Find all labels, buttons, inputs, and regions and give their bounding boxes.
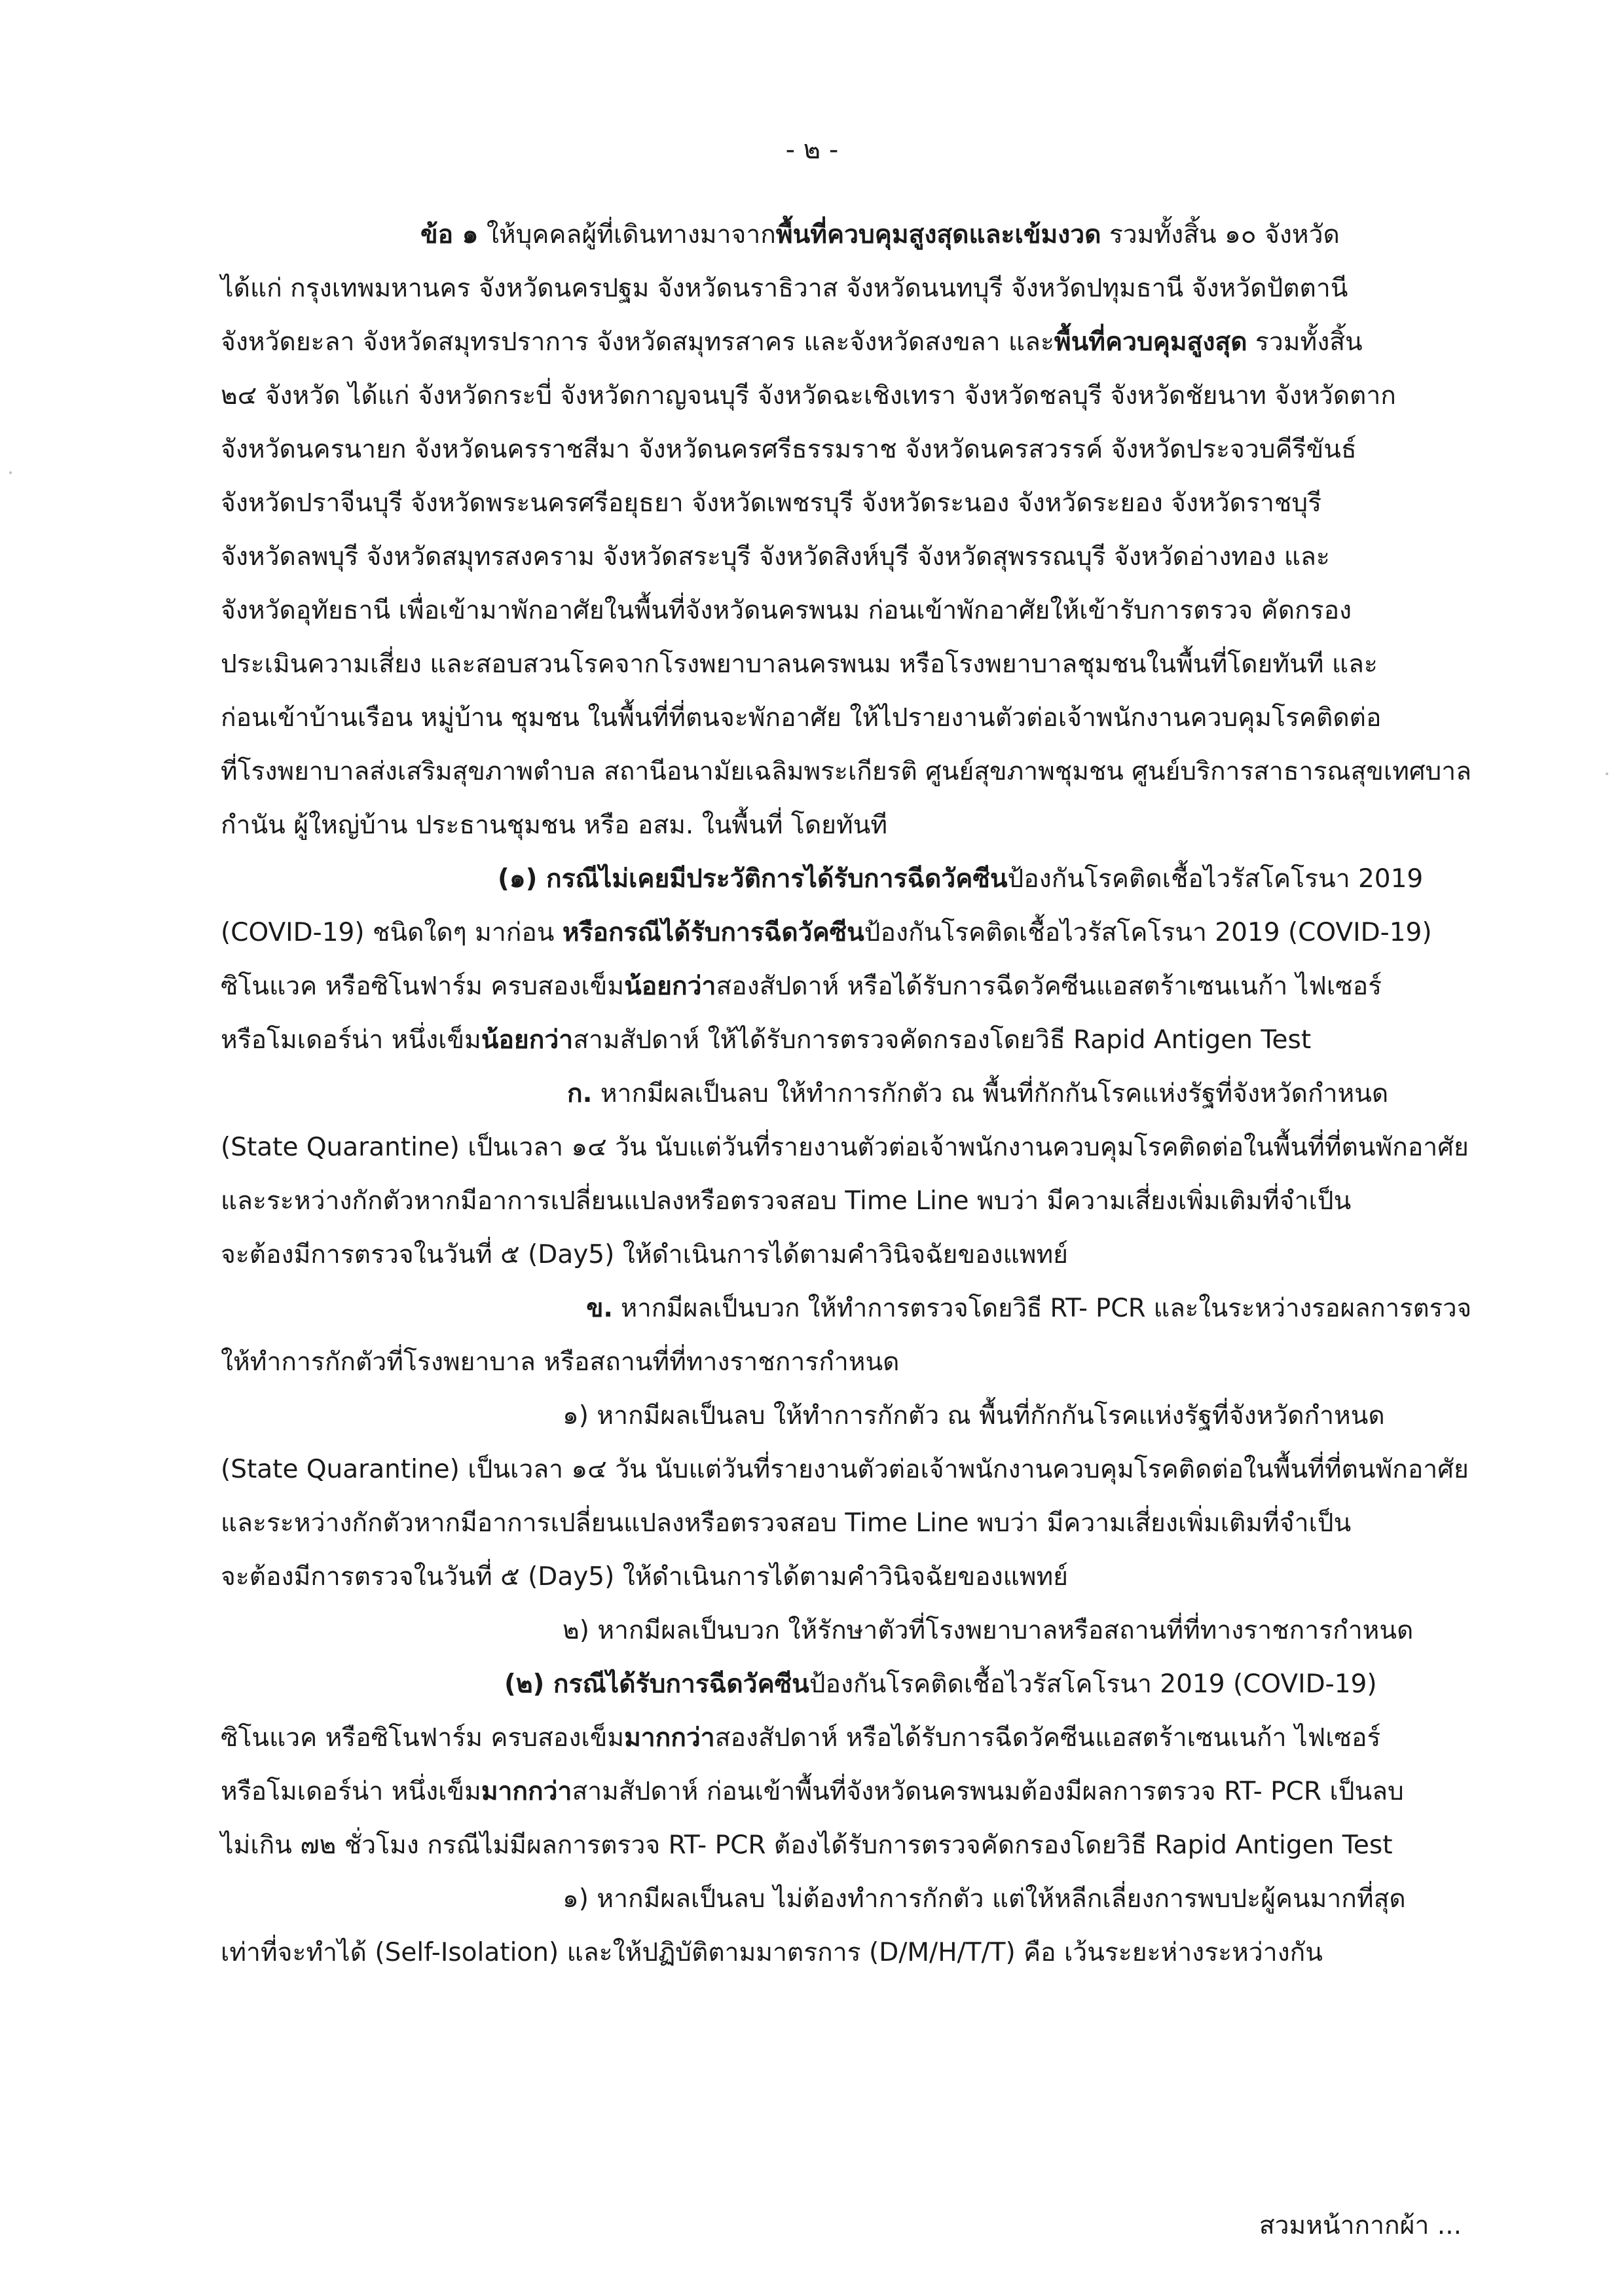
sub-sub-item-1: ๑) หากมีผลเป็นลบ ให้ทำการกักตัว ณ พื้นที่กักกันโรคแห่งรัฐที่จังหวัดกำหนด xyxy=(563,1401,1385,1430)
paragraph-line: (COVID-19) ชนิดใดๆ มาก่อน หรือกรณีได้รับการฉีดวัคซีนป้องกันโรคติดเชื้อไวรัสโคโรนา 2019 (COVID-19) xyxy=(221,918,1432,947)
paragraph-line: (State Quarantine) เป็นเวลา ๑๔ วัน นับแต่วันที่รายงานตัวต่อเจ้าพนักงานควบคุมโรคติดต่อในพื้นที่ที่ตนพักอาศัย xyxy=(221,1133,1469,1162)
emphasis-text: (๑) กรณีไม่เคยมีประวัติการได้รับการฉีดวัคซีน xyxy=(498,864,1008,894)
sub-item-label: ก. xyxy=(567,1079,593,1108)
paragraph-line: และระหว่างกักตัวหากมีอาการเปลี่ยนแปลงหรือตรวจสอบ Time Line พบว่า มีความเสี่ยงเพิ่มเติมที่จำเป็น xyxy=(221,1186,1352,1216)
emphasis-text: น้อยกว่า xyxy=(481,1025,574,1055)
sub-item-a: ก. หากมีผลเป็นลบ ให้ทำการกักตัว ณ พื้นที่กักกันโรคแห่งรัฐที่จังหวัดกำหนด xyxy=(567,1079,1389,1108)
document-body xyxy=(221,208,1471,1980)
clause-label: ข้อ ๑ xyxy=(420,220,479,249)
page-number: - ๒ - xyxy=(785,135,839,165)
paragraph-line: จะต้องมีการตรวจในวันที่ ๕ (Day5) ให้ดำเนินการได้ตามคำวินิจฉัยของแพทย์ xyxy=(221,1562,1069,1592)
paragraph-line: ซิโนแวค หรือซิโนฟาร์ม ครบสองเข็มน้อยกว่าสองสัปดาห์ หรือได้รับการฉีดวัคซีนแอสตร้าเซนเนก้า ไฟเซอร์ xyxy=(221,972,1382,1001)
paragraph-line: เท่าที่จะทำได้ (Self-Isolation) และให้ปฏิบัติตามมาตรการ (D/M/H/T/T) คือ เว้นระยะห่างระหว่างกัน xyxy=(221,1938,1323,1967)
emphasis-text: พื้นที่ควบคุมสูงสุด xyxy=(1054,327,1247,357)
paragraph-line: หรือโมเดอร์น่า หนึ่งเข็มน้อยกว่าสามสัปดาห์ ให้ได้รับการตรวจคัดกรองโดยวิธี Rapid Antigen Test xyxy=(221,1025,1312,1055)
case-1-heading: (๑) กรณีไม่เคยมีประวัติการได้รับการฉีดวัคซีนป้องกันโรคติดเชื้อไวรัสโคโรนา 2019 xyxy=(498,864,1424,894)
emphasis-text: (๒) กรณีได้รับการฉีดวัคซีน xyxy=(504,1669,809,1699)
paragraph-line: ได้แก่ กรุงเทพมหานคร จังหวัดนครปฐม จังหวัดนราธิวาส จังหวัดนนทบุรี จังหวัดปทุมธานี จังหวัดปัตตานี xyxy=(221,274,1348,303)
paragraph-line: ที่โรงพยาบาลส่งเสริมสุขภาพตำบล สถานีอนามัยเฉลิมพระเกียรติ ศูนย์สุขภาพชุมชน ศูนย์บริการสาธารณสุขเทศบาล xyxy=(221,757,1471,786)
sub-sub-item-2: ๒) หากมีผลเป็นบวก ให้รักษาตัวที่โรงพยาบาลหรือสถานที่ที่ทางราชการกำหนด xyxy=(563,1616,1414,1645)
paragraph-line: ก่อนเข้าบ้านเรือน หมู่บ้าน ชุมชน ในพื้นที่ที่ตนจะพักอาศัย ให้ไปรายงานตัวต่อเจ้าพนักงานควบคุมโรคติดต่อ xyxy=(221,703,1382,733)
sub-item-label: ข. xyxy=(586,1294,613,1323)
paragraph-line: ประเมินความเสี่ยง และสอบสวนโรคจากโรงพยาบาลนครพนม หรือโรงพยาบาลชุมชนในพื้นที่โดยทันที และ xyxy=(221,649,1378,679)
scan-speck xyxy=(1606,773,1608,775)
emphasis-text: มากกว่า xyxy=(481,1777,572,1806)
emphasis-text: น้อยกว่า xyxy=(624,972,716,1001)
paragraph-line: จังหวัดลพบุรี จังหวัดสมุทรสงคราม จังหวัดสระบุรี จังหวัดสิงห์บุรี จังหวัดสุพรรณบุรี จังหวัดอ่างทอง และ xyxy=(221,542,1330,572)
paragraph-line: จังหวัดอุทัยธานี เพื่อเข้ามาพักอาศัยในพื้นที่จังหวัดนครพนม ก่อนเข้าพักอาศัยให้เข้ารับการตรวจ คัดกรอง xyxy=(221,596,1352,625)
sub-sub-item-1: ๑) หากมีผลเป็นลบ ไม่ต้องทำการกักตัว แต่ให้หลีกเลี่ยงการพบปะผู้คนมากที่สุด xyxy=(563,1884,1406,1914)
case-2-heading: (๒) กรณีได้รับการฉีดวัคซีนป้องกันโรคติดเชื้อไวรัสโคโรนา 2019 (COVID-19) xyxy=(504,1669,1377,1699)
paragraph-line: ข้อ ๑ ให้บุคคลผู้ที่เดินทางมาจากพื้นที่ควบคุมสูงสุดและเข้มงวด รวมทั้งสิ้น ๑๐ จังหวัด xyxy=(420,220,1340,249)
paragraph-line: จังหวัดนครนายก จังหวัดนครราชสีมา จังหวัดนครศรีธรรมราช จังหวัดนครสวรรค์ จังหวัดประจวบคีรีขันธ์ xyxy=(221,435,1357,464)
paragraph-line: ๒๔ จังหวัด ได้แก่ จังหวัดกระบี่ จังหวัดกาญจนบุรี จังหวัดฉะเชิงเทรา จังหวัดชลบุรี จังหวัดชัยนาท จังหวัดตาก xyxy=(221,381,1396,410)
emphasis-text: มากกว่า xyxy=(624,1723,715,1753)
paragraph-line: และระหว่างกักตัวหากมีอาการเปลี่ยนแปลงหรือตรวจสอบ Time Line พบว่า มีความเสี่ยงเพิ่มเติมที่จำเป็น xyxy=(221,1508,1352,1538)
scan-speck xyxy=(9,471,12,474)
footer-continuation: สวมหน้ากากผ้า ... xyxy=(1259,2211,1462,2240)
sub-item-b: ข. หากมีผลเป็นบวก ให้ทำการตรวจโดยวิธี RT- PCR และในระหว่างรอผลการตรวจ xyxy=(586,1294,1472,1323)
paragraph-line: กำนัน ผู้ใหญ่บ้าน ประธานชุมชน หรือ อสม. ในพื้นที่ โดยทันที xyxy=(221,811,888,840)
paragraph-line: ไม่เกิน ๗๒ ชั่วโมง กรณีไม่มีผลการตรวจ RT- PCR ต้องได้รับการตรวจคัดกรองโดยวิธี Rapid Antigen Test xyxy=(221,1831,1393,1860)
paragraph-line: ให้ทำการกักตัวที่โรงพยาบาล หรือสถานที่ที่ทางราชการกำหนด xyxy=(221,1347,900,1377)
paragraph-line: ซิโนแวค หรือซิโนฟาร์ม ครบสองเข็มมากกว่าสองสัปดาห์ หรือได้รับการฉีดวัคซีนแอสตร้าเซนเนก้า ไฟเซอร์ xyxy=(221,1723,1381,1753)
emphasis-text: พื้นที่ควบคุมสูงสุดและเข้มงวด xyxy=(775,220,1101,249)
paragraph-line: หรือโมเดอร์น่า หนึ่งเข็มมากกว่าสามสัปดาห์ ก่อนเข้าพื้นที่จังหวัดนครพนมต้องมีผลการตรวจ RT- PCR เป็นลบ xyxy=(221,1777,1404,1806)
paragraph-line: จังหวัดยะลา จังหวัดสมุทรปราการ จังหวัดสมุทรสาคร และจังหวัดสงขลา และพื้นที่ควบคุมสูงสุด รวมทั้งสิ้น xyxy=(221,327,1363,357)
paragraph-line: จะต้องมีการตรวจในวันที่ ๕ (Day5) ให้ดำเนินการได้ตามคำวินิจฉัยของแพทย์ xyxy=(221,1240,1069,1269)
emphasis-text: หรือกรณีได้รับการฉีดวัคซีน xyxy=(562,918,864,947)
paragraph-line: จังหวัดปราจีนบุรี จังหวัดพระนครศรีอยุธยา จังหวัดเพชรบุรี จังหวัดระนอง จังหวัดระยอง จังหวัดราชบุรี xyxy=(221,488,1322,518)
paragraph-line: (State Quarantine) เป็นเวลา ๑๔ วัน นับแต่วันที่รายงานตัวต่อเจ้าพนักงานควบคุมโรคติดต่อในพื้นที่ที่ตนพักอาศัย xyxy=(221,1455,1469,1484)
